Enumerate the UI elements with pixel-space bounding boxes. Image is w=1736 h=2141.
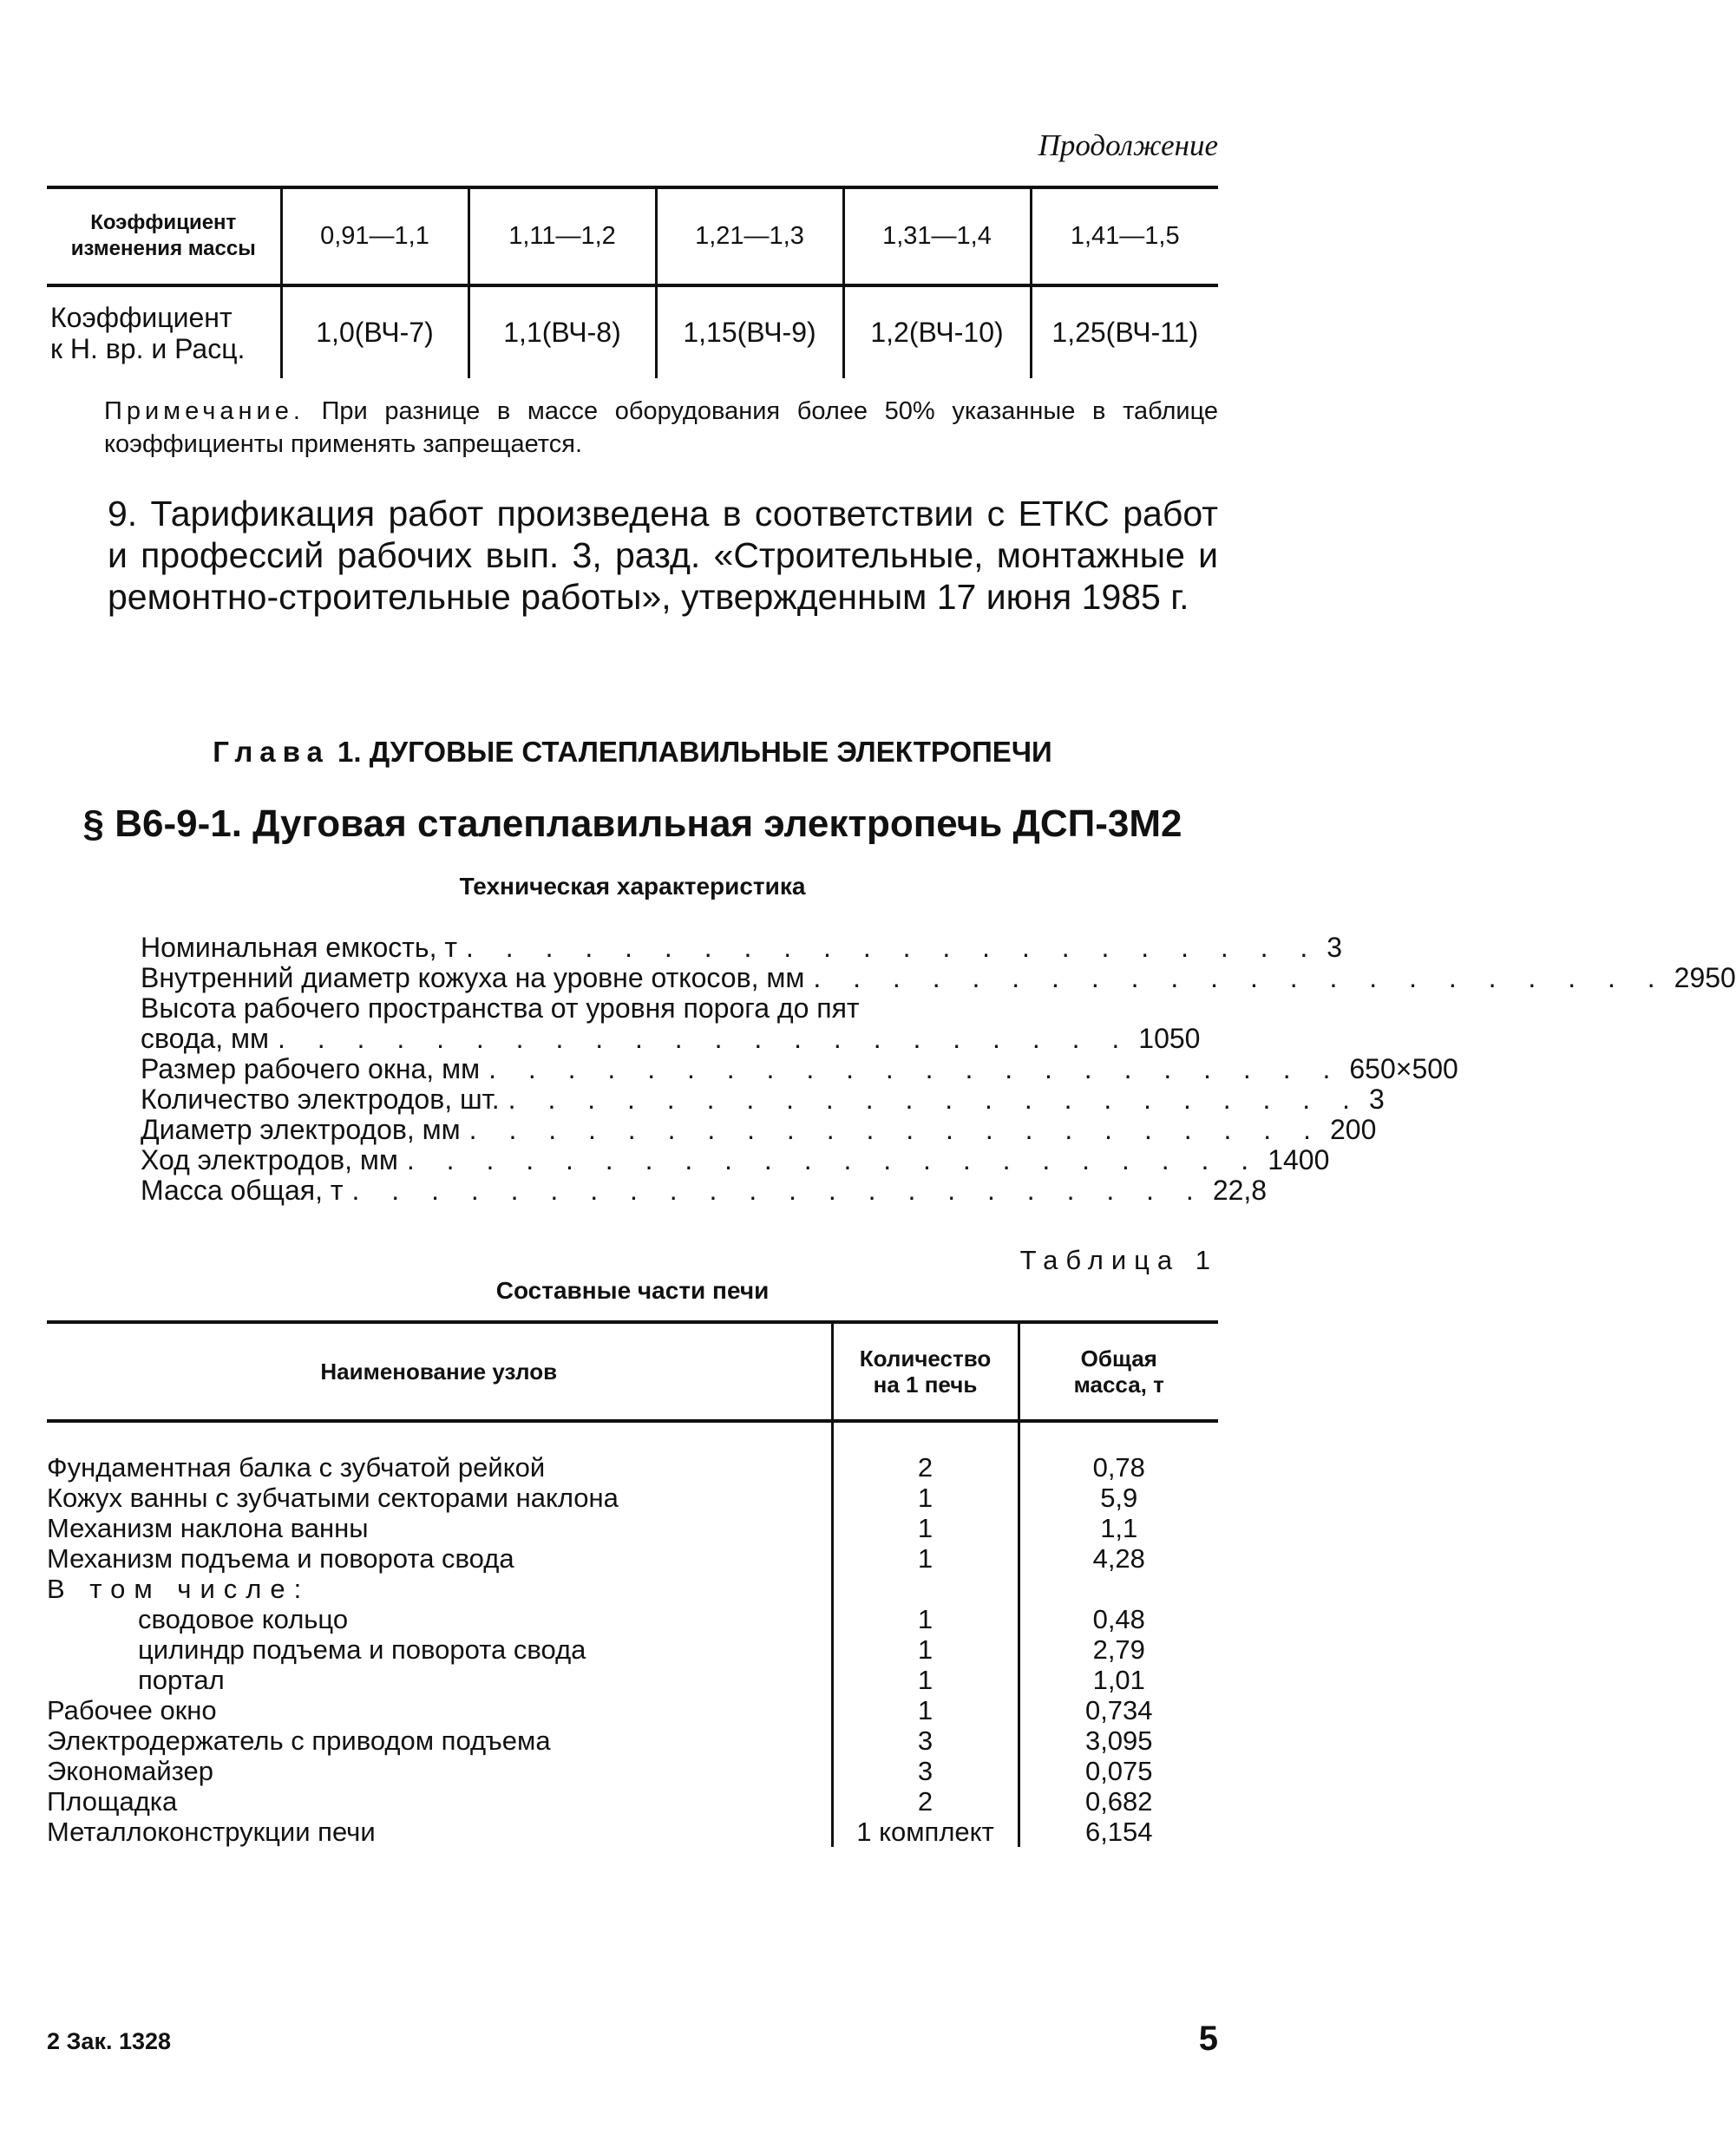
spec-value: 1050	[1138, 1023, 1201, 1054]
table-row	[47, 1695, 1218, 1725]
part-qty	[832, 1574, 1019, 1604]
header-qty-line1: Количество	[859, 1345, 992, 1372]
coef-cell: 1,1(ВЧ-8)	[468, 285, 656, 378]
tech-spec-list	[141, 932, 1736, 1206]
spec-row	[141, 932, 1343, 963]
part-mass: 2,79	[1019, 1634, 1218, 1665]
table-row	[47, 1665, 1218, 1695]
coef-row2-label-line1: Коэффициент	[50, 301, 233, 333]
table-row	[47, 188, 1218, 285]
spec-value: 22,8	[1212, 1175, 1268, 1206]
section-title: § В6-9-1. Дуговая сталеплавильная электропечь ДСП-3М2	[82, 802, 1182, 845]
dot-leader: . . . . . . . . . . . . . . . . . . . . . .	[406, 1144, 1261, 1175]
spec-value: 200	[1329, 1114, 1377, 1145]
dot-leader: . . . . . . . . . . . . . . . . . . . . . .	[488, 1053, 1343, 1084]
part-name: Электродержатель с приводом подъема	[47, 1725, 551, 1756]
spec-name: Ход электродов, мм	[141, 1144, 398, 1175]
part-name: Фундаментная балка с зубчатой рейкой	[47, 1452, 546, 1483]
part-mass: 1,01	[1019, 1665, 1218, 1695]
spec-name: Диаметр электродов, мм	[141, 1114, 461, 1145]
part-name: Площадка	[47, 1786, 178, 1817]
table-caption: Таблица 1	[1019, 1245, 1218, 1275]
header-mass	[1019, 1324, 1218, 1421]
table-row	[47, 1725, 1218, 1756]
part-mass: 0,78	[1019, 1421, 1218, 1483]
part-qty: 1	[832, 1634, 1019, 1665]
part-name: Механизм наклона ванны	[47, 1513, 369, 1543]
header-mass-line2: масса, т	[1073, 1372, 1164, 1398]
coef-cell: 1,15(ВЧ-9)	[656, 285, 843, 378]
part-mass: 1,1	[1019, 1513, 1218, 1543]
part-mass: 5,9	[1019, 1483, 1218, 1513]
table-row	[47, 1756, 1218, 1786]
spec-row	[141, 1084, 1385, 1115]
part-qty: 1	[832, 1543, 1019, 1574]
header-name: Наименование узлов	[47, 1324, 832, 1421]
header-mass-line1: Общая	[1080, 1345, 1157, 1372]
note-label: Примечание.	[104, 397, 305, 425]
part-qty: 1	[832, 1513, 1019, 1543]
part-name: сводовое кольцо	[138, 1604, 349, 1634]
part-qty: 1	[832, 1483, 1019, 1513]
part-name: Кожух ванны с зубчатыми секторами наклона	[47, 1483, 619, 1513]
continuation-label: Продолжение	[1038, 128, 1218, 162]
spec-name: Высота рабочего пространства от уровня порога до пят	[141, 992, 860, 1024]
part-qty: 3	[832, 1725, 1019, 1756]
table-row	[47, 1513, 1218, 1543]
spec-row	[141, 962, 1736, 993]
dot-leader: . . . . . . . . . . . . . . . . . . . . . .	[466, 932, 1320, 963]
table-row	[47, 1786, 1218, 1817]
part-qty: 1 комплект	[832, 1817, 1019, 1847]
dot-leader: . . . . . . . . . . . . . . . . . . . . . .	[277, 1023, 1132, 1054]
spec-row	[141, 1114, 1377, 1145]
dot-leader: . . . . . . . . . . . . . . . . . . . . . .	[351, 1175, 1206, 1206]
part-mass: 3,095	[1019, 1725, 1218, 1756]
spec-name: Внутренний диаметр кожуха на уровне откосов, мм	[141, 962, 805, 993]
table-row	[47, 1817, 1218, 1847]
coef-cell: 1,25(ВЧ-11)	[1031, 285, 1218, 378]
table-row	[47, 1604, 1218, 1634]
chapter-word: Глава	[213, 736, 330, 768]
dot-leader: . . . . . . . . . . . . . . . . . . . . . .	[508, 1084, 1362, 1115]
spec-value: 650×500	[1349, 1053, 1458, 1084]
spec-row	[141, 1023, 1201, 1054]
part-qty: 2	[832, 1786, 1019, 1817]
range-cell: 1,31—1,4	[843, 188, 1031, 285]
part-mass: 0,075	[1019, 1756, 1218, 1786]
spec-name: Количество электродов, шт.	[141, 1084, 500, 1115]
part-qty: 2	[832, 1421, 1019, 1483]
coef-row2-label	[47, 285, 281, 378]
table-row	[47, 1574, 1218, 1604]
paragraph-9-text: 9. Тарификация работ произведена в соответствии с ЕТКС работ и профессий рабочих вып. 3, разд. «Строительные, монтажные и ремонтно-строительные работы», утвержденным 17 июня 1985 г.	[108, 494, 1218, 617]
part-name: Рабочее окно	[47, 1695, 217, 1725]
parts-table	[47, 1324, 1218, 1847]
dot-leader: . . . . . . . . . . . . . . . . . . . . . .	[813, 962, 1667, 993]
spec-name: Номинальная емкость, т	[141, 932, 457, 963]
part-mass	[1019, 1574, 1218, 1604]
part-qty: 1	[832, 1604, 1019, 1634]
spec-value: 2950	[1674, 962, 1736, 993]
coef-row2-label-line2: к Н. вр. и Расц.	[50, 332, 246, 364]
part-name: Металлоконструкции печи	[47, 1817, 376, 1847]
range-cell: 1,11—1,2	[468, 188, 656, 285]
part-name: В том числе:	[47, 1574, 311, 1604]
table-row	[47, 1421, 1218, 1483]
coefficient-table	[47, 188, 1218, 378]
coef-cell: 1,2(ВЧ-10)	[843, 285, 1031, 378]
chapter-heading	[47, 736, 1218, 769]
part-mass: 6,154	[1019, 1817, 1218, 1847]
spec-name: Масса общая, т	[141, 1175, 344, 1206]
dot-leader: . . . . . . . . . . . . . . . . . . . . . .	[468, 1114, 1323, 1145]
table-note	[104, 395, 1218, 461]
spec-value: 3	[1327, 932, 1343, 963]
chapter-title: 1. ДУГОВЫЕ СТАЛЕПЛАВИЛЬНЫЕ ЭЛЕКТРОПЕЧИ	[337, 736, 1052, 768]
table-title: Составные части печи	[495, 1277, 770, 1304]
spec-row	[141, 1144, 1330, 1175]
paragraph-9	[47, 493, 1218, 618]
part-mass: 0,48	[1019, 1604, 1218, 1634]
part-qty: 3	[832, 1756, 1019, 1786]
table-row	[47, 1543, 1218, 1574]
spec-row	[141, 1175, 1268, 1206]
table-row	[47, 1634, 1218, 1665]
table-row	[47, 285, 1218, 378]
part-mass: 0,734	[1019, 1695, 1218, 1725]
coef-cell: 1,0(ВЧ-7)	[281, 285, 468, 378]
range-cell: 0,91—1,1	[281, 188, 468, 285]
part-name: Механизм подъема и поворота свода	[47, 1543, 514, 1574]
part-mass: 0,682	[1019, 1786, 1218, 1817]
spec-value: 1400	[1268, 1144, 1330, 1175]
part-name: Экономайзер	[47, 1756, 214, 1786]
spec-name: Размер рабочего окна, мм	[141, 1053, 481, 1084]
range-cell: 1,21—1,3	[656, 188, 843, 285]
part-qty: 1	[832, 1665, 1019, 1695]
spec-value: 3	[1368, 1084, 1385, 1115]
spec-row	[141, 993, 1138, 1024]
spec-row	[141, 1053, 1458, 1084]
spec-name: свода, мм	[141, 1023, 269, 1054]
footer-order-number: 2 Зак. 1328	[47, 2028, 172, 2054]
tech-spec-title: Техническая характеристика	[459, 873, 806, 900]
header-qty-line2: на 1 печь	[873, 1372, 978, 1398]
part-name: цилиндр подъема и поворота свода	[138, 1634, 586, 1665]
note-text: При разнице в массе оборудования более 50% указанные в таблице коэффициенты применять запрещается.	[104, 397, 1218, 458]
coef-row1-label: Коэффициент изменения массы	[47, 188, 281, 285]
header-row	[47, 1324, 1218, 1421]
header-qty	[832, 1324, 1019, 1421]
part-name: портал	[138, 1665, 225, 1695]
range-cell: 1,41—1,5	[1031, 188, 1218, 285]
part-mass: 4,28	[1019, 1543, 1218, 1574]
table-row	[47, 1483, 1218, 1513]
page-number: 5	[1198, 2020, 1218, 2058]
part-qty: 1	[832, 1695, 1019, 1725]
